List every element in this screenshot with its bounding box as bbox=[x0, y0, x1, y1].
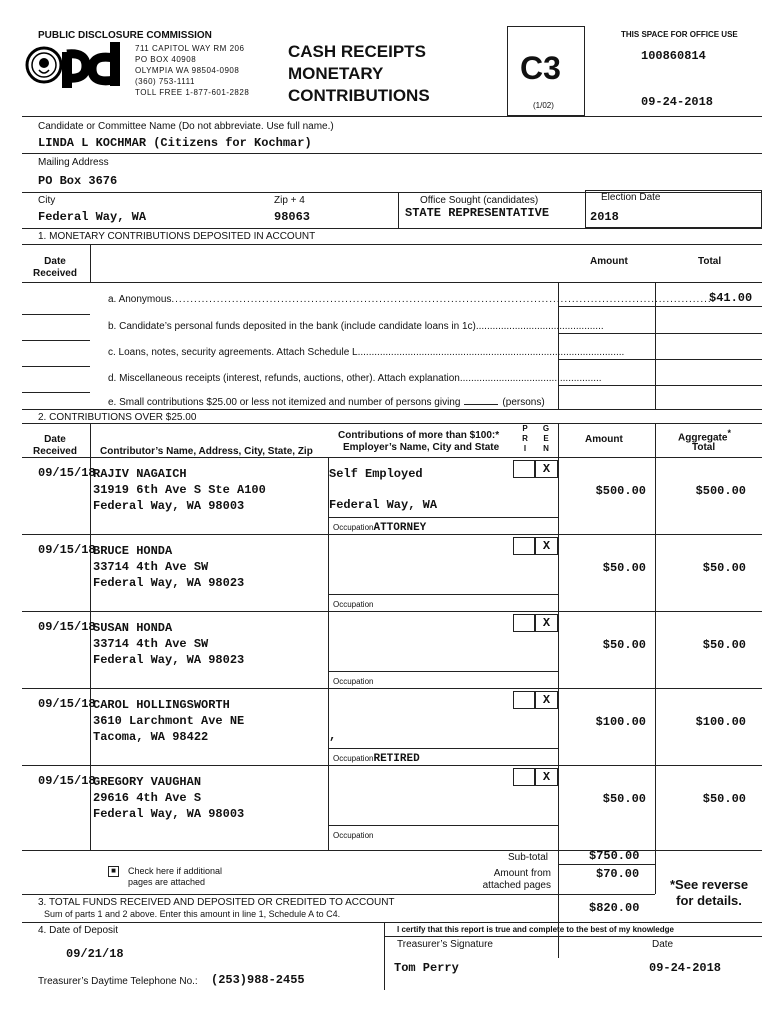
contributor-name: CAROL HOLLINGSWORTH bbox=[93, 698, 230, 712]
occupation-field bbox=[333, 522, 426, 534]
general-checkbox[interactable]: X bbox=[535, 614, 558, 632]
line-a-anonymous: a. Anonymous................................................................................................................................................ bbox=[108, 294, 716, 305]
see-reverse-line: *See reverse bbox=[670, 877, 749, 892]
election-date-label: Election Date bbox=[601, 192, 661, 203]
row-aggregate: $100.00 bbox=[695, 715, 746, 729]
row-contributor bbox=[93, 620, 244, 668]
row-contributor bbox=[93, 466, 266, 514]
deposit-date: 09/21/18 bbox=[66, 947, 124, 961]
office-id: 100860814 bbox=[641, 49, 706, 63]
row-date: 09/15/18 bbox=[38, 466, 96, 480]
row-amount: $500.00 bbox=[595, 484, 646, 498]
contributor-city: Federal Way, WA 98023 bbox=[93, 653, 245, 667]
s2-total-header: Total bbox=[692, 442, 716, 453]
candidate-name: LINDA L KOCHMAR (Citizens for Kochmar) bbox=[38, 136, 312, 150]
section4-title: 4. Date of Deposit bbox=[38, 925, 119, 936]
form-revision: (1/02) bbox=[533, 101, 554, 110]
section3-subtitle: Sum of parts 1 and 2 above. Enter this amount in line 1, Schedule A to C4. bbox=[44, 909, 341, 919]
total-funds: $820.00 bbox=[589, 901, 640, 915]
contributor-city: Tacoma, WA 98422 bbox=[93, 730, 209, 744]
employer-city: , bbox=[329, 729, 337, 743]
contributor-city: Federal Way, WA 98003 bbox=[93, 499, 245, 513]
contributor-name: SUSAN HONDA bbox=[93, 621, 173, 635]
signature-label: Treasurer’s Signature bbox=[397, 939, 493, 950]
candidate-name-label: Candidate or Committee Name (Do not abbreviate. Use full name.) bbox=[38, 121, 334, 132]
line-c-loans: c. Loans, notes, security agreements. Attach Schedule L................................................................................................ bbox=[108, 347, 625, 358]
line-a-label: a. Anonymous bbox=[108, 294, 172, 305]
office-sought: STATE REPRESENTATIVE bbox=[405, 206, 550, 220]
row-amount: $50.00 bbox=[602, 792, 646, 806]
occupation-value: RETIRED bbox=[373, 753, 420, 765]
phone-value: (253)988-2455 bbox=[211, 973, 305, 987]
row-date: 09/15/18 bbox=[38, 774, 96, 788]
row-contributor bbox=[93, 543, 244, 591]
s2-primary-header: P R I bbox=[522, 424, 528, 453]
signature-date: 09-24-2018 bbox=[649, 961, 722, 975]
s1-date-header: Date Received bbox=[33, 256, 77, 279]
signature-date-label: Date bbox=[652, 939, 674, 950]
check-label-line: Check here if additional bbox=[128, 866, 223, 876]
s2-employer-header-1: Contributions of more than $100:* bbox=[338, 430, 500, 441]
row-contributor bbox=[93, 697, 244, 745]
form-title-line: CASH RECEIPTS bbox=[288, 42, 426, 61]
contributor-address: 29616 4th Ave S bbox=[93, 791, 202, 805]
city-label: City bbox=[38, 195, 56, 206]
occupation-field bbox=[333, 830, 373, 842]
zip-label: Zip + 4 bbox=[274, 195, 305, 206]
office-date: 09-24-2018 bbox=[641, 95, 714, 109]
additional-pages-label bbox=[128, 866, 222, 888]
line-a-total: $41.00 bbox=[709, 291, 753, 305]
line-b-label: b. Candidate’s personal funds deposited in the bank (include candidate loans in 1c) bbox=[108, 321, 476, 332]
row-aggregate: $50.00 bbox=[702, 792, 746, 806]
contributor-name: BRUCE HONDA bbox=[93, 544, 173, 558]
primary-checkbox[interactable] bbox=[513, 691, 535, 709]
contributor-address: 33714 4th Ave SW bbox=[93, 637, 209, 651]
form-code: C3 bbox=[520, 50, 561, 86]
agency-address bbox=[135, 43, 249, 98]
agency-name: PUBLIC DISCLOSURE COMMISSION bbox=[38, 30, 212, 41]
row-amount: $50.00 bbox=[602, 561, 646, 575]
additional-pages-checkbox[interactable]: ■ bbox=[108, 866, 119, 877]
contributor-name: RAJIV NAGAICH bbox=[93, 467, 187, 481]
s1-total-header: Total bbox=[698, 256, 722, 267]
occupation-label: Occupation bbox=[333, 754, 374, 763]
contributor-address: 33714 4th Ave SW bbox=[93, 560, 209, 574]
contributor-address: 31919 6th Ave S Ste A100 bbox=[93, 483, 266, 497]
address-line: (360) 753-1111 bbox=[135, 77, 195, 86]
line-d-misc: d. Miscellaneous receipts (interest, refunds, auctions, other). Attach explanation................................................... bbox=[108, 373, 602, 384]
primary-checkbox[interactable] bbox=[513, 614, 535, 632]
general-checkbox[interactable]: X bbox=[535, 537, 558, 555]
line-c-label: c. Loans, notes, security agreements. Attach Schedule L bbox=[108, 347, 358, 358]
address-line: OLYMPIA WA 98504-0908 bbox=[135, 66, 240, 75]
office-use-label: THIS SPACE FOR OFFICE USE bbox=[621, 30, 738, 39]
check-label-line: pages are attached bbox=[128, 877, 206, 887]
line-e-small bbox=[108, 397, 545, 408]
occupation-field bbox=[333, 753, 420, 765]
attached-label-line: attached pages bbox=[482, 880, 551, 891]
contributor-address: 3610 Larchmont Ave NE bbox=[93, 714, 245, 728]
s2-date-header: Date Received bbox=[33, 434, 77, 457]
section1-title: 1. MONETARY CONTRIBUTIONS DEPOSITED IN ACCOUNT bbox=[38, 231, 316, 242]
s2-contributor-header: Contributor’s Name, Address, City, State, Zip bbox=[100, 446, 313, 457]
attached-label-line: Amount from bbox=[493, 868, 551, 879]
mailing-address: PO Box 3676 bbox=[38, 174, 118, 188]
primary-checkbox[interactable] bbox=[513, 460, 535, 478]
row-aggregate: $50.00 bbox=[702, 561, 746, 575]
s2-aggregate-star: * bbox=[727, 428, 731, 438]
occupation-label: Occupation bbox=[333, 523, 374, 532]
attached-value: $70.00 bbox=[596, 867, 640, 881]
line-d-label: d. Miscellaneous receipts (interest, refunds, auctions, other). Attach explanation bbox=[108, 373, 460, 384]
line-e-label: e. Small contributions $25.00 or less not itemized and number of persons giving bbox=[108, 397, 461, 408]
general-checkbox[interactable]: X bbox=[535, 460, 558, 478]
mailing-label: Mailing Address bbox=[38, 157, 109, 168]
phone-label: Treasurer’s Daytime Telephone No.: bbox=[38, 976, 198, 987]
employer-name: Self Employed bbox=[329, 467, 423, 481]
contributor-city: Federal Way, WA 98023 bbox=[93, 576, 245, 590]
address-line: PO BOX 40908 bbox=[135, 55, 197, 64]
occupation-label: Occupation bbox=[333, 831, 374, 840]
s2-aggregate-label: Aggregate bbox=[678, 432, 728, 444]
form-title-line: CONTRIBUTIONS bbox=[288, 86, 430, 105]
row-amount: $50.00 bbox=[602, 638, 646, 652]
section3-title: 3. TOTAL FUNDS RECEIVED AND DEPOSITED OR CREDITED TO ACCOUNT bbox=[38, 897, 395, 908]
section2-title: 2. CONTRIBUTIONS OVER $25.00 bbox=[38, 412, 197, 423]
treasurer-signature: Tom Perry bbox=[394, 961, 459, 975]
see-reverse-note bbox=[670, 877, 748, 909]
s2-amount-header: Amount bbox=[585, 434, 623, 445]
primary-checkbox[interactable] bbox=[513, 537, 535, 555]
line-b-personal-funds: b. Candidate’s personal funds deposited in the bank (include candidate loans in 1c).............................................. bbox=[108, 321, 604, 332]
s2-general-header: G E N bbox=[542, 424, 550, 453]
occupation-label: Occupation bbox=[333, 600, 374, 609]
row-aggregate: $500.00 bbox=[695, 484, 746, 498]
attached-label bbox=[478, 868, 551, 892]
occupation-field bbox=[333, 599, 373, 611]
occupation-label: Occupation bbox=[333, 677, 374, 686]
occupation-value: ATTORNEY bbox=[373, 522, 427, 534]
s1-amount-header: Amount bbox=[590, 256, 628, 267]
s2-employer-header-2: Employer’s Name, City and State bbox=[343, 442, 500, 453]
subtotal-value: $750.00 bbox=[589, 849, 640, 863]
row-date: 09/15/18 bbox=[38, 620, 96, 634]
occupation-field bbox=[333, 676, 373, 688]
employer-city: Federal Way, WA bbox=[329, 498, 438, 512]
general-checkbox[interactable]: X bbox=[535, 691, 558, 709]
contributor-name: GREGORY VAUGHAN bbox=[93, 775, 202, 789]
pdc-logo bbox=[24, 40, 134, 90]
address-line: TOLL FREE 1-877-601-2828 bbox=[135, 88, 250, 97]
row-date: 09/15/18 bbox=[38, 697, 96, 711]
election-date: 2018 bbox=[590, 210, 619, 224]
office-sought-label: Office Sought (candidates) bbox=[420, 195, 539, 206]
primary-checkbox[interactable] bbox=[513, 768, 535, 786]
row-contributor bbox=[93, 774, 244, 822]
general-checkbox[interactable]: X bbox=[535, 768, 558, 786]
form-title bbox=[288, 41, 430, 107]
see-reverse-line: for details. bbox=[676, 893, 742, 908]
line-e-persons: (persons) bbox=[502, 397, 545, 408]
row-date: 09/15/18 bbox=[38, 543, 96, 557]
contributor-city: Federal Way, WA 98003 bbox=[93, 807, 245, 821]
form-title-line: MONETARY bbox=[288, 64, 384, 83]
subtotal-label: Sub-total bbox=[508, 852, 549, 863]
row-aggregate: $50.00 bbox=[702, 638, 746, 652]
row-amount: $100.00 bbox=[595, 715, 646, 729]
city-value: Federal Way, WA bbox=[38, 210, 147, 224]
pdc-logo-icon bbox=[24, 40, 134, 90]
zip-value: 98063 bbox=[274, 210, 311, 224]
certify-statement: I certify that this report is true and complete to the best of my knowledge bbox=[397, 925, 674, 934]
address-line: 711 CAPITOL WAY RM 206 bbox=[135, 44, 245, 53]
